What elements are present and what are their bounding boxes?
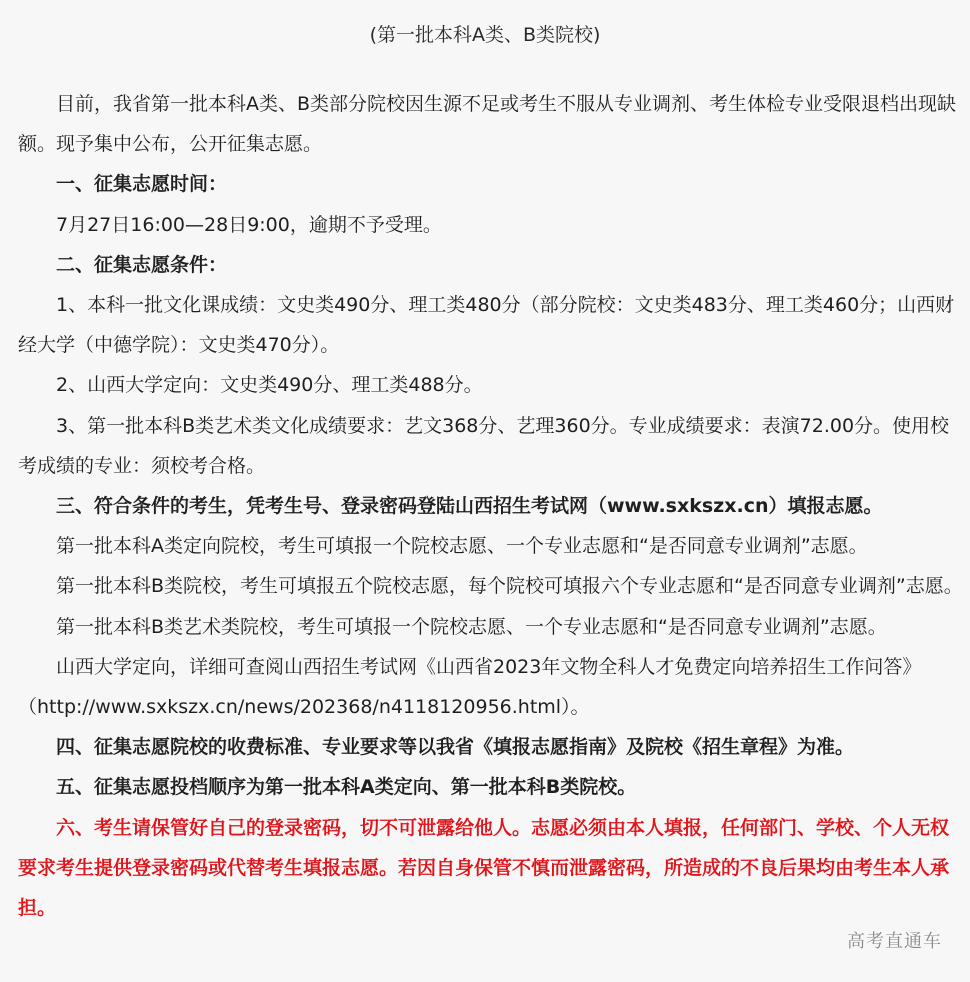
application-paragraph-a: 第一批本科A类定向院校，考生可填报一个院校志愿、一个专业志愿和“是否同意专业调剂”志愿。 bbox=[56, 535, 868, 558]
application-paragraph-b: 第一批本科B类院校，考生可填报五个院校志愿，每个院校可填报六个专业志愿和“是否同意专业调剂”志愿。 bbox=[56, 575, 963, 598]
page-title: (第一批本科A类、B类院校) bbox=[369, 24, 601, 46]
time-paragraph: 7月27日16:00—28日9:00，逾期不予受理。 bbox=[56, 213, 442, 236]
condition-item-2: 2、山西大学定向：文史类490分、理工类488分。 bbox=[56, 374, 483, 397]
condition-item-3: 3、第一批本科B类艺术类文化成绩要求：艺文368分、艺理360分。专业成绩要求：表演72.00分。使用校考成绩的专业：须校考合格。 bbox=[18, 414, 950, 477]
section-heading-time: 一、征集志愿时间： bbox=[56, 173, 228, 196]
section-heading-order: 五、征集志愿投档顺序为第一批本科A类定向、第一批本科B类院校。 bbox=[56, 776, 637, 799]
article-body bbox=[18, 84, 963, 928]
password-warning: 六、考生请保管好自己的登录密码，切不可泄露给他人。志愿必须由本人填报，任何部门、学校、个人无权要求考生提供登录密码或代替考生填报志愿。若因自身保管不慎而泄露密码，所造成的不良后果均由考生本人承担。 bbox=[18, 816, 950, 920]
application-paragraph-shanxi: 山西大学定向，详细可查阅山西招生考试网《山西省2023年文物全科人才免费定向培养招生工作问答》（http://www.sxkszx.cn/news/202368/n4118120956.html）。 bbox=[18, 655, 922, 719]
application-paragraph-art: 第一批本科B类艺术类院校，考生可填报一个院校志愿、一个专业志愿和“是否同意专业调剂”志愿。 bbox=[56, 615, 887, 638]
section-heading-fees: 四、征集志愿院校的收费标准、专业要求等以我省《填报志愿指南》及院校《招生章程》为准。 bbox=[56, 736, 855, 759]
section-heading-application: 三、符合条件的考生，凭考生号、登录密码登陆山西招生考试网（www.sxkszx.cn）填报志愿。 bbox=[56, 495, 883, 518]
intro-paragraph: 目前，我省第一批本科A类、B类部分院校因生源不足或考生不服从专业调剂、考生体检专业受限退档出现缺额。现予集中公布，公开征集志愿。 bbox=[18, 93, 957, 156]
source-watermark: 高考直通车 bbox=[847, 931, 942, 952]
condition-item-1: 1、本科一批文化课成绩：文史类490分、理工类480分（部分院校：文史类483分、理工类460分；山西财经大学（中德学院）：文史类470分）。 bbox=[18, 294, 955, 357]
section-heading-conditions: 二、征集志愿条件： bbox=[56, 253, 228, 276]
